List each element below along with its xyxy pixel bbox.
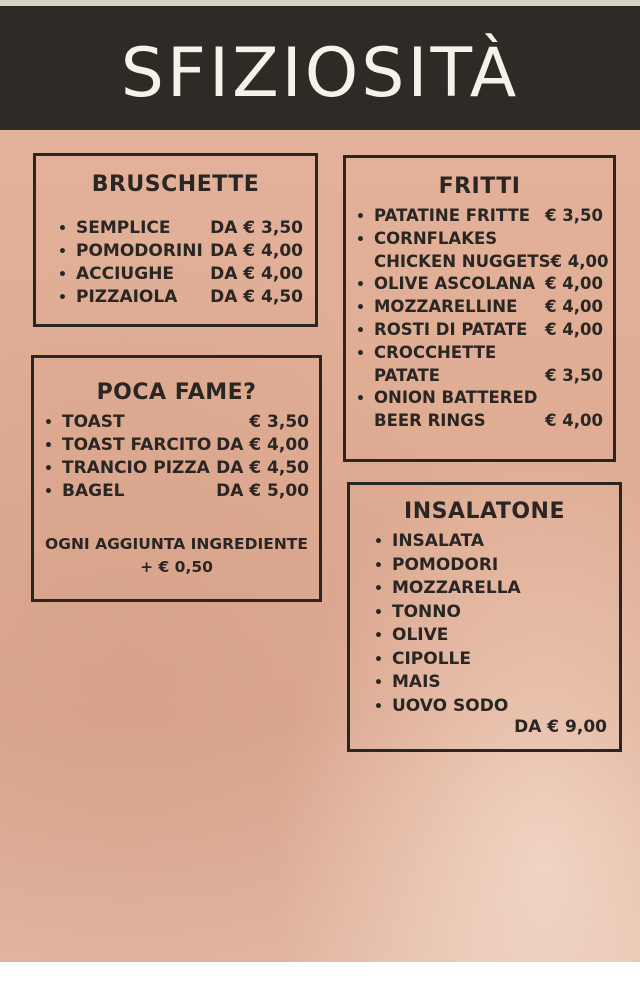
bullet-icon: • (44, 484, 53, 500)
bullet-icon: • (44, 438, 53, 454)
list-item: • MOZZARELLA (374, 577, 609, 601)
list-item: • TOAST € 3,50 (44, 412, 309, 432)
insalatone-title: INSALATONE (404, 499, 565, 524)
list-item: • INSALATA (374, 530, 609, 554)
list-item: • UOVO SODO (374, 695, 609, 719)
list-item: • ACCIUGHE DA € 4,00 (58, 264, 303, 284)
bullet-icon: • (356, 346, 365, 362)
insalatone-section (347, 482, 622, 752)
bullet-icon: • (44, 415, 53, 431)
bullet-icon: • (374, 604, 383, 621)
bullet-icon: • (356, 277, 365, 293)
list-item: • MOZZARELLINE € 4,00 (356, 296, 603, 319)
list-item: • CIPOLLE (374, 648, 609, 672)
list-item: • ONION BATTERED (356, 387, 603, 410)
bullet-icon: • (58, 267, 67, 283)
list-item: • BAGEL DA € 5,00 (44, 481, 309, 501)
list-item: • POMODORI (374, 554, 609, 578)
list-item: • CROCCHETTE (356, 342, 603, 365)
list-item: • TOAST FARCITO DA € 4,00 (44, 435, 309, 455)
list-item: • POMODORINI DA € 4,00 (58, 241, 303, 261)
bruschette-section (33, 153, 318, 327)
extra-ingredient-note (34, 533, 319, 579)
bullet-icon: • (374, 628, 383, 644)
list-item: • CORNFLAKES (356, 228, 603, 251)
bullet-icon: • (374, 557, 383, 574)
bullet-icon: • (44, 461, 53, 477)
bullet-icon: • (374, 698, 383, 715)
list-item: • OLIVE (374, 624, 609, 648)
list-item: • PATATINE FRITTE € 3,50 (356, 205, 603, 228)
bullet-icon: • (58, 290, 67, 306)
poca-fame-title: POCA FAME? (96, 380, 257, 405)
bullet-icon: • (58, 221, 67, 237)
list-item: • TRANCIO PIZZA DA € 4,50 (44, 458, 309, 478)
fritti-section (343, 155, 616, 462)
list-item: • ROSTI DI PATATE € 4,00 (356, 319, 603, 342)
poca-fame-list (44, 411, 309, 503)
extra-ingredient-price: + € 0,50 (140, 558, 213, 576)
page-title: SFIZIOSITÀ (120, 34, 520, 113)
bullet-icon: • (374, 581, 383, 597)
fritti-title: FRITTI (438, 174, 521, 199)
list-item: BEER RINGS € 4,00 (374, 411, 603, 430)
bruschette-list (58, 217, 303, 309)
list-item: • PIZZAIOLA DA € 4,50 (58, 287, 303, 307)
list-item: CHICKEN NUGGETS € 4,00 (374, 252, 609, 271)
list-item: • OLIVE ASCOLANA € 4,00 (356, 273, 603, 296)
bullet-icon: • (58, 244, 67, 260)
list-item: • MAIS (374, 671, 609, 695)
bullet-icon: • (356, 232, 365, 248)
fritti-list (356, 205, 609, 432)
bullet-icon: • (374, 675, 383, 691)
bullet-icon: • (356, 391, 365, 407)
extra-ingredient-label: OGNI AGGIUNTA INGREDIENTE (45, 535, 308, 553)
bullet-icon: • (356, 300, 365, 316)
poca-fame-section (31, 355, 322, 602)
bullet-icon: • (356, 209, 365, 225)
list-item: • SEMPLICE DA € 3,50 (58, 218, 303, 238)
list-item: PATATE € 3,50 (374, 366, 603, 385)
insalatone-price: DA € 9,00 (514, 717, 607, 737)
bruschette-title: BRUSCHETTE (91, 172, 260, 197)
insalatone-list (374, 530, 609, 718)
list-item: • TONNO (374, 601, 609, 625)
bullet-icon: • (374, 651, 383, 668)
bullet-icon: • (374, 534, 383, 550)
header-banner (0, 6, 640, 130)
bullet-icon: • (356, 323, 365, 339)
